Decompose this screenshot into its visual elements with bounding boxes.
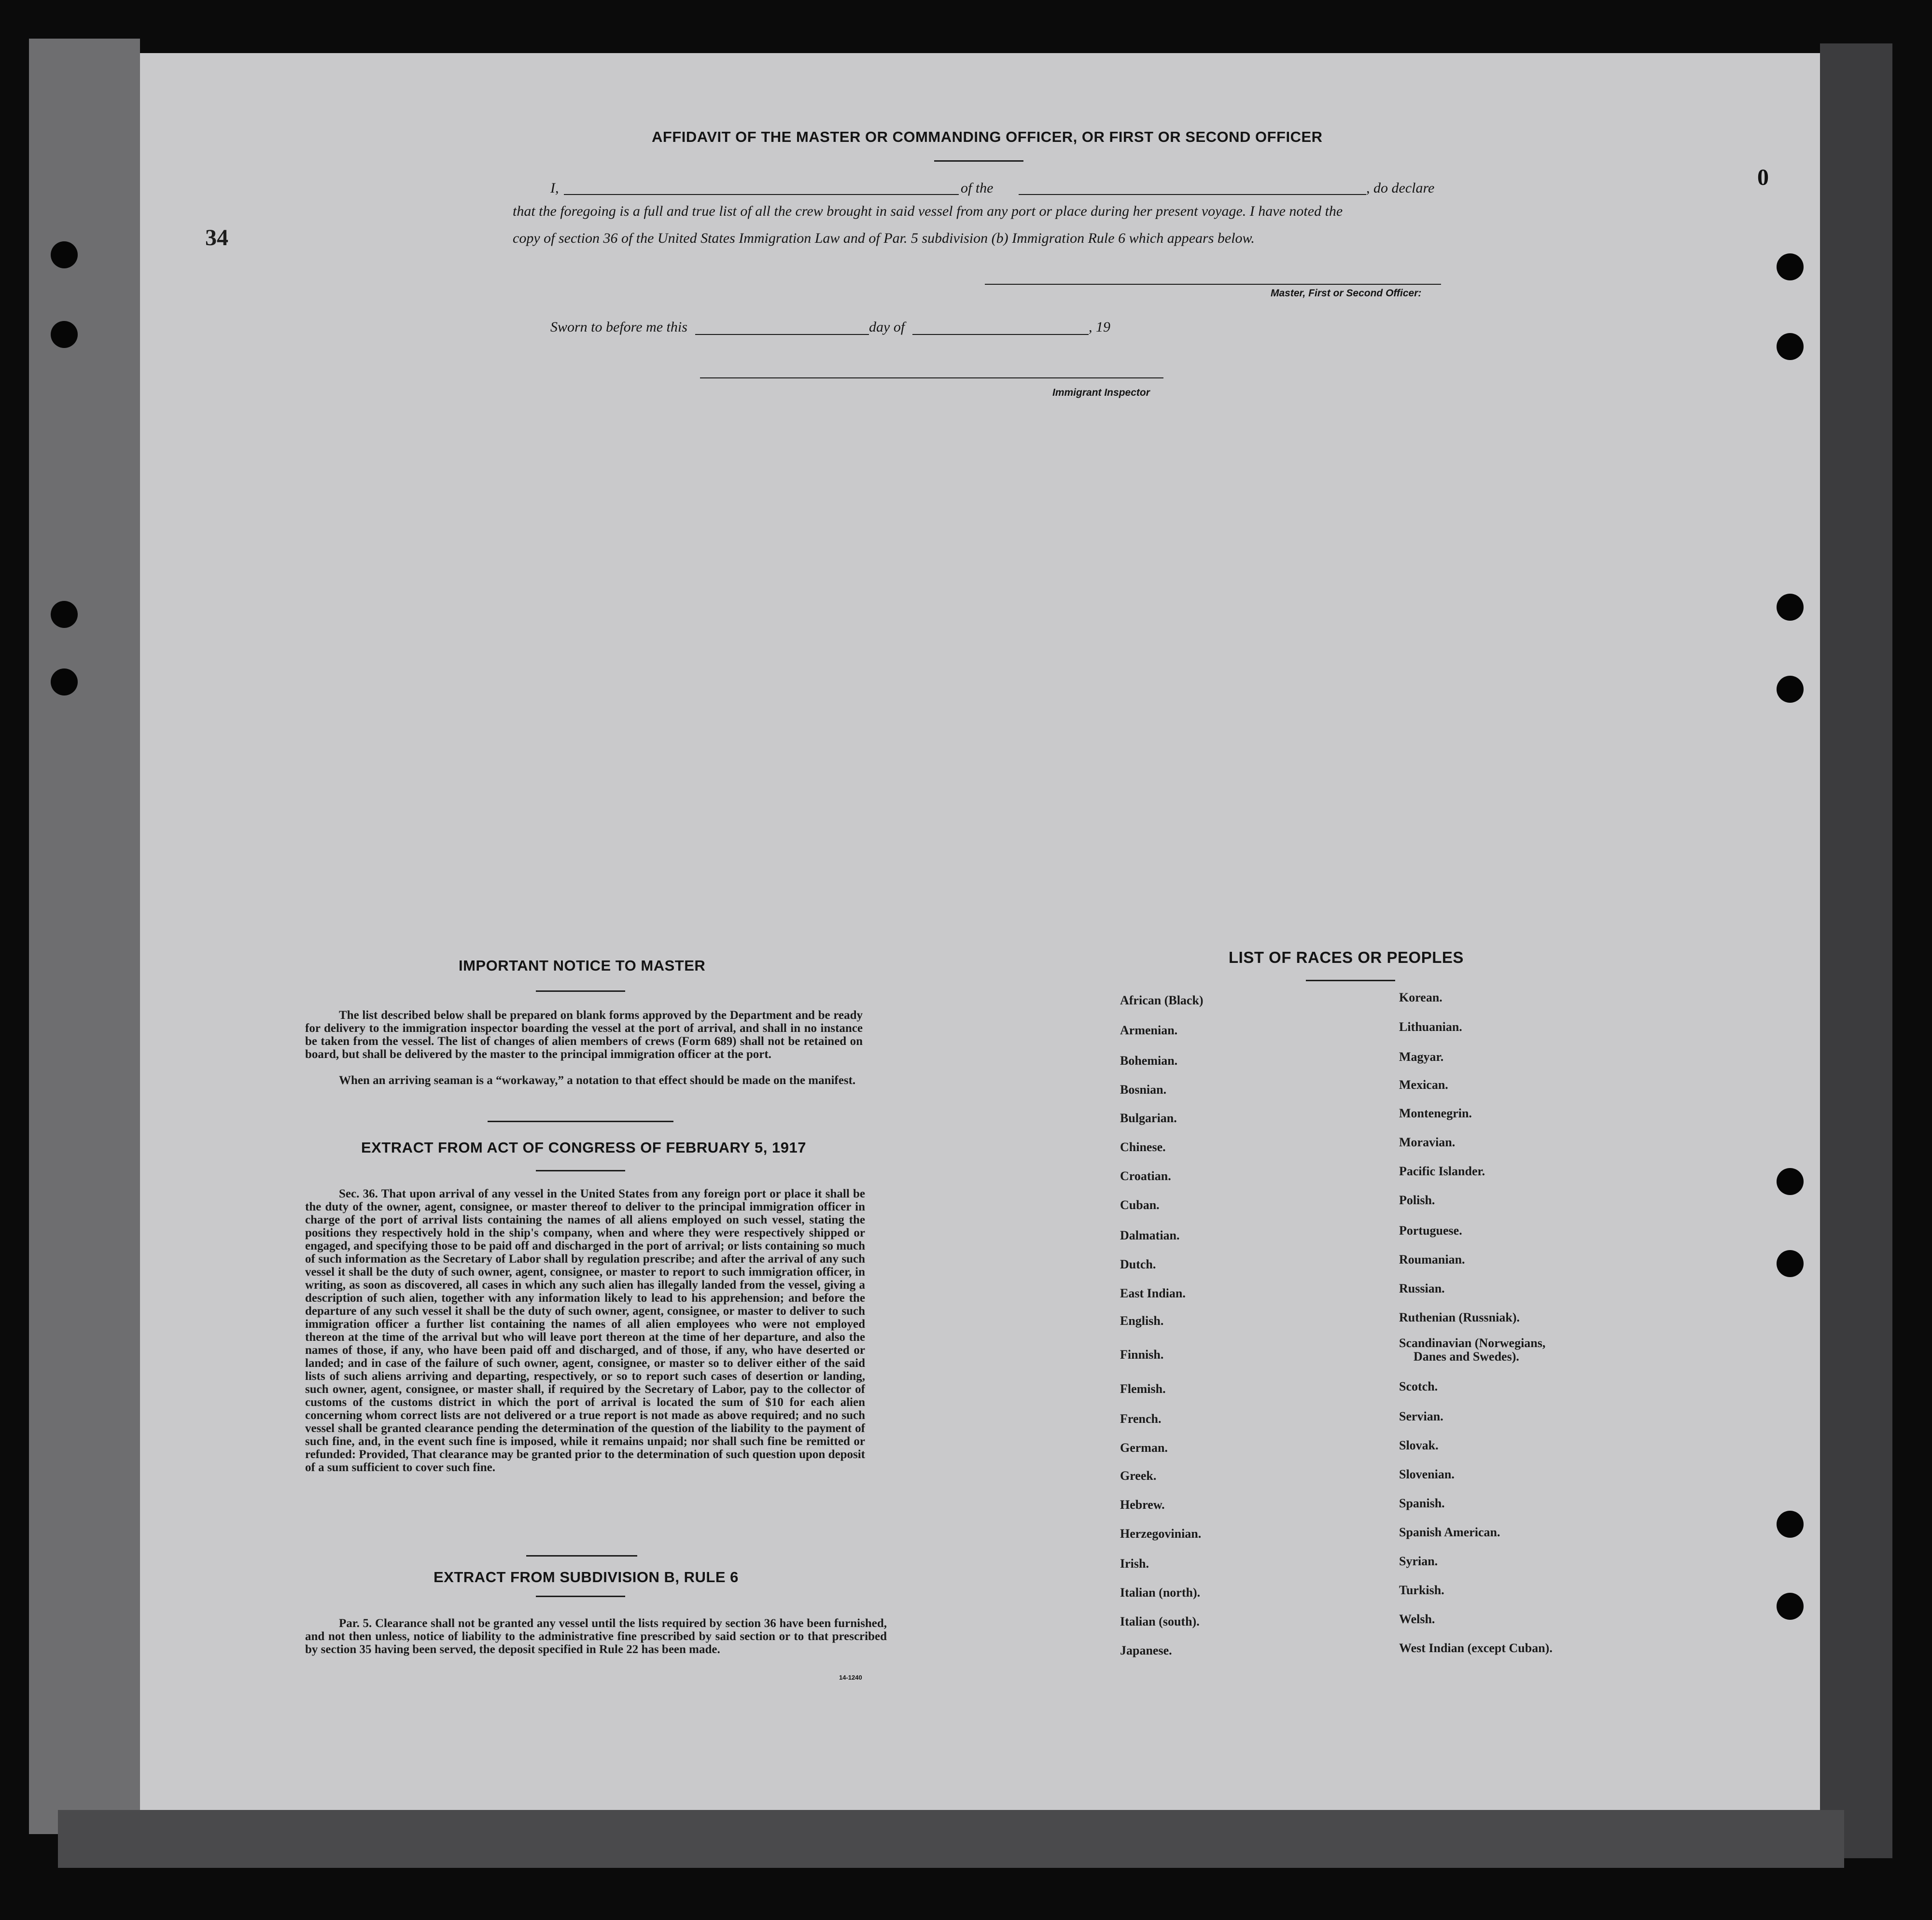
sworn-month-line[interactable] xyxy=(912,334,1089,335)
punch-hole xyxy=(1777,594,1804,621)
race-item: West Indian (except Cuban). xyxy=(1399,1641,1553,1655)
divider xyxy=(526,1555,637,1557)
form-number: 14-1240 xyxy=(839,1674,862,1681)
race-item: Pacific Islander. xyxy=(1399,1164,1485,1178)
race-item: Turkish. xyxy=(1399,1583,1444,1597)
day-of-label: day of xyxy=(869,319,905,335)
scan-right-edge xyxy=(1820,43,1892,1858)
left-stamp-mark: 34 xyxy=(205,225,228,250)
race-item: Moravian. xyxy=(1399,1135,1456,1149)
race-item: Mexican. xyxy=(1399,1078,1448,1092)
sworn-label: Sworn to before me this xyxy=(550,319,687,335)
race-item: Chinese. xyxy=(1120,1140,1166,1154)
notice-paragraph-2: When an arriving seaman is a “workaway,” a notation to that effect should be made on the manifest. xyxy=(339,1074,856,1087)
year-label: , 19 xyxy=(1089,319,1110,335)
race-item: Japanese. xyxy=(1120,1643,1172,1657)
race-item: French. xyxy=(1120,1412,1162,1426)
race-item: Italian (south). xyxy=(1120,1614,1200,1628)
punch-hole xyxy=(51,668,78,696)
race-item: Armenian. xyxy=(1120,1023,1178,1037)
race-item: Flemish. xyxy=(1120,1382,1166,1396)
divider xyxy=(536,1596,625,1597)
affidavit-do-declare-label: , do declare xyxy=(1366,180,1435,196)
race-item: Cuban. xyxy=(1120,1198,1160,1212)
punch-hole xyxy=(1777,1250,1804,1277)
extract-rule-title: EXTRACT FROM SUBDIVISION B, RULE 6 xyxy=(434,1569,739,1586)
notice-title: IMPORTANT NOTICE TO MASTER xyxy=(459,957,706,974)
race-item: Ruthenian (Russniak). xyxy=(1399,1310,1520,1324)
punch-hole xyxy=(51,601,78,628)
punch-hole xyxy=(1777,1511,1804,1538)
signature-caption: Master, First or Second Officer: xyxy=(1271,288,1422,299)
inspector-caption: Immigrant Inspector xyxy=(1052,387,1150,398)
race-item: Danes and Swedes). xyxy=(1414,1350,1519,1363)
punch-hole xyxy=(1777,333,1804,360)
race-item: Irish. xyxy=(1120,1557,1149,1571)
affidavit-of-the-label: of the xyxy=(961,180,994,196)
race-item: African (Black) xyxy=(1120,993,1204,1007)
race-item: Spanish American. xyxy=(1399,1525,1500,1539)
affidavit-i-label: I, xyxy=(550,180,559,196)
race-item: Scandinavian (Norwegians, xyxy=(1399,1336,1546,1350)
race-item: Bohemian. xyxy=(1120,1054,1178,1068)
race-item: Magyar. xyxy=(1399,1050,1444,1064)
divider xyxy=(488,1121,673,1122)
race-item: Russian. xyxy=(1399,1281,1445,1295)
race-item: English. xyxy=(1120,1314,1164,1328)
punch-hole xyxy=(51,321,78,348)
race-item: Spanish. xyxy=(1399,1496,1445,1510)
race-item: Montenegrin. xyxy=(1399,1106,1472,1120)
extract-rule-body: Par. 5. Clearance shall not be granted any vessel until the lists required by section 36 have been furnished, and not then unless, notice of liability to the administrative fine prescribed by said section or to that prescribed by section 35 having been served, the deposit specified in Rule 22 has been made. xyxy=(305,1617,887,1656)
affidavit-title: AFFIDAVIT OF THE MASTER OR COMMANDING OFFICER, OR FIRST OR SECOND OFFICER xyxy=(652,128,1323,145)
inspector-signature-line[interactable] xyxy=(700,377,1163,378)
race-item: Roumanian. xyxy=(1399,1252,1465,1266)
race-item: Italian (north). xyxy=(1120,1586,1201,1600)
race-item: Croatian. xyxy=(1120,1169,1171,1183)
race-item: Syrian. xyxy=(1399,1554,1438,1568)
race-item: Bosnian. xyxy=(1120,1083,1167,1097)
race-item: Portuguese. xyxy=(1399,1224,1462,1238)
race-item: Slovak. xyxy=(1399,1438,1439,1452)
affidavit-line3: copy of section 36 of the United States Immigration Law and of Par. 5 subdivision (b) Immigration Rule 6 which appears below. xyxy=(513,230,1255,246)
punch-hole xyxy=(1777,1593,1804,1620)
master-name-line[interactable] xyxy=(564,194,959,195)
race-item: East Indian. xyxy=(1120,1286,1186,1300)
scan-left-edge xyxy=(29,39,140,1834)
race-item: Bulgarian. xyxy=(1120,1111,1177,1125)
race-item: Slovenian. xyxy=(1399,1467,1455,1481)
scan-bottom-edge xyxy=(58,1810,1844,1868)
vessel-name-line[interactable] xyxy=(1019,194,1366,195)
race-item: German. xyxy=(1120,1441,1168,1455)
punch-hole xyxy=(1777,1168,1804,1195)
race-item: Finnish. xyxy=(1120,1348,1164,1362)
divider xyxy=(1306,980,1395,981)
corner-mark: 0 xyxy=(1757,165,1769,190)
extract-act-title: EXTRACT FROM ACT OF CONGRESS OF FEBRUARY 5, 1917 xyxy=(361,1139,806,1156)
race-item: Lithuanian. xyxy=(1399,1020,1462,1034)
punch-hole xyxy=(1777,253,1804,280)
document-sheet xyxy=(140,53,1820,1810)
punch-hole xyxy=(1777,676,1804,703)
race-item: Herzegovinian. xyxy=(1120,1527,1202,1541)
race-item: Dutch. xyxy=(1120,1257,1156,1271)
extract-act-body: Sec. 36. That upon arrival of any vessel in the United States from any foreign port or place it shall be the duty of the owner, agent, consignee, or master thereof to deliver to the principal immigration officer in charge of the port of arrival lists containing the names of all aliens employed on such vessel, stating the positions they respectively hold in the ship's company, when and where they were respectively shipped or engaged, and specifying those to be paid off and discharged in the port of arrival; or lists containing so much of such information as the Secretary of Labor shall by regulation prescribe; and after the arrival of any such vessel it shall be the duty of such owner, agent, consignee, or master to report to such immigration officer, in writing, as soon as discovered, all cases in which any such alien has illegally landed from the vessel, giving a description of such alien, together with any information likely to lead to his apprehension; and before the departure of any such vessel it shall be the duty of such owner, agent, consignee, or master to deliver to such immigration officer a further list containing the names of all alien employees who were not employed thereon at the time of the arrival but who will leave port thereon at the time of her departure, and also the names of those, if any, who have been paid off and discharged, and of those, if any, who have deserted or landed; and in case of the failure of such owner, agent, consignee, or master so to deliver either of the said lists of such aliens arriving and departing, respectively, or so to report such cases of desertion or landing, such owner, agent, consignee, or master shall, if required by the Secretary of Labor, pay to the collector of customs of the customs district in which the port of arrival is located the sum of $10 for each alien concerning whom correct lists are not delivered or a true report is not made as above required; and no such vessel shall be granted clearance pending the determination of the question of the liability to the payment of such fine, and, in the event such fine is imposed, while it remains unpaid; nor shall such fine be remitted or refunded: Provided, That clearance may be granted prior to the determination of such question upon deposit of a sum sufficient to cover such fine. xyxy=(305,1187,865,1474)
sworn-day-line[interactable] xyxy=(695,334,869,335)
races-title: LIST OF RACES OR PEOPLES xyxy=(1229,948,1464,966)
divider xyxy=(934,160,1023,162)
punch-hole xyxy=(51,241,78,268)
race-item: Korean. xyxy=(1399,990,1442,1004)
race-item: Servian. xyxy=(1399,1409,1443,1423)
race-item: Hebrew. xyxy=(1120,1498,1165,1512)
notice-paragraph-1: The list described below shall be prepared on blank forms approved by the Department and be ready for delivery to the immigration inspector boarding the vessel at the port of arrival, and shall in no instance be taken from the vessel. The list of changes of alien members of crews (Form 689) shall not be retained on board, but shall be delivered by the master to the principal immigration officer at the port. xyxy=(305,1009,863,1061)
race-item: Welsh. xyxy=(1399,1612,1435,1626)
race-item: Greek. xyxy=(1120,1469,1157,1483)
divider xyxy=(536,1170,625,1171)
divider xyxy=(536,990,625,992)
race-item: Dalmatian. xyxy=(1120,1228,1180,1242)
affidavit-line2: that the foregoing is a full and true list of all the crew brought in said vessel from any port or place during her present voyage. I have noted the xyxy=(513,203,1343,219)
race-item: Scotch. xyxy=(1399,1379,1438,1393)
race-item: Polish. xyxy=(1399,1193,1435,1207)
master-signature-line[interactable] xyxy=(985,284,1441,285)
